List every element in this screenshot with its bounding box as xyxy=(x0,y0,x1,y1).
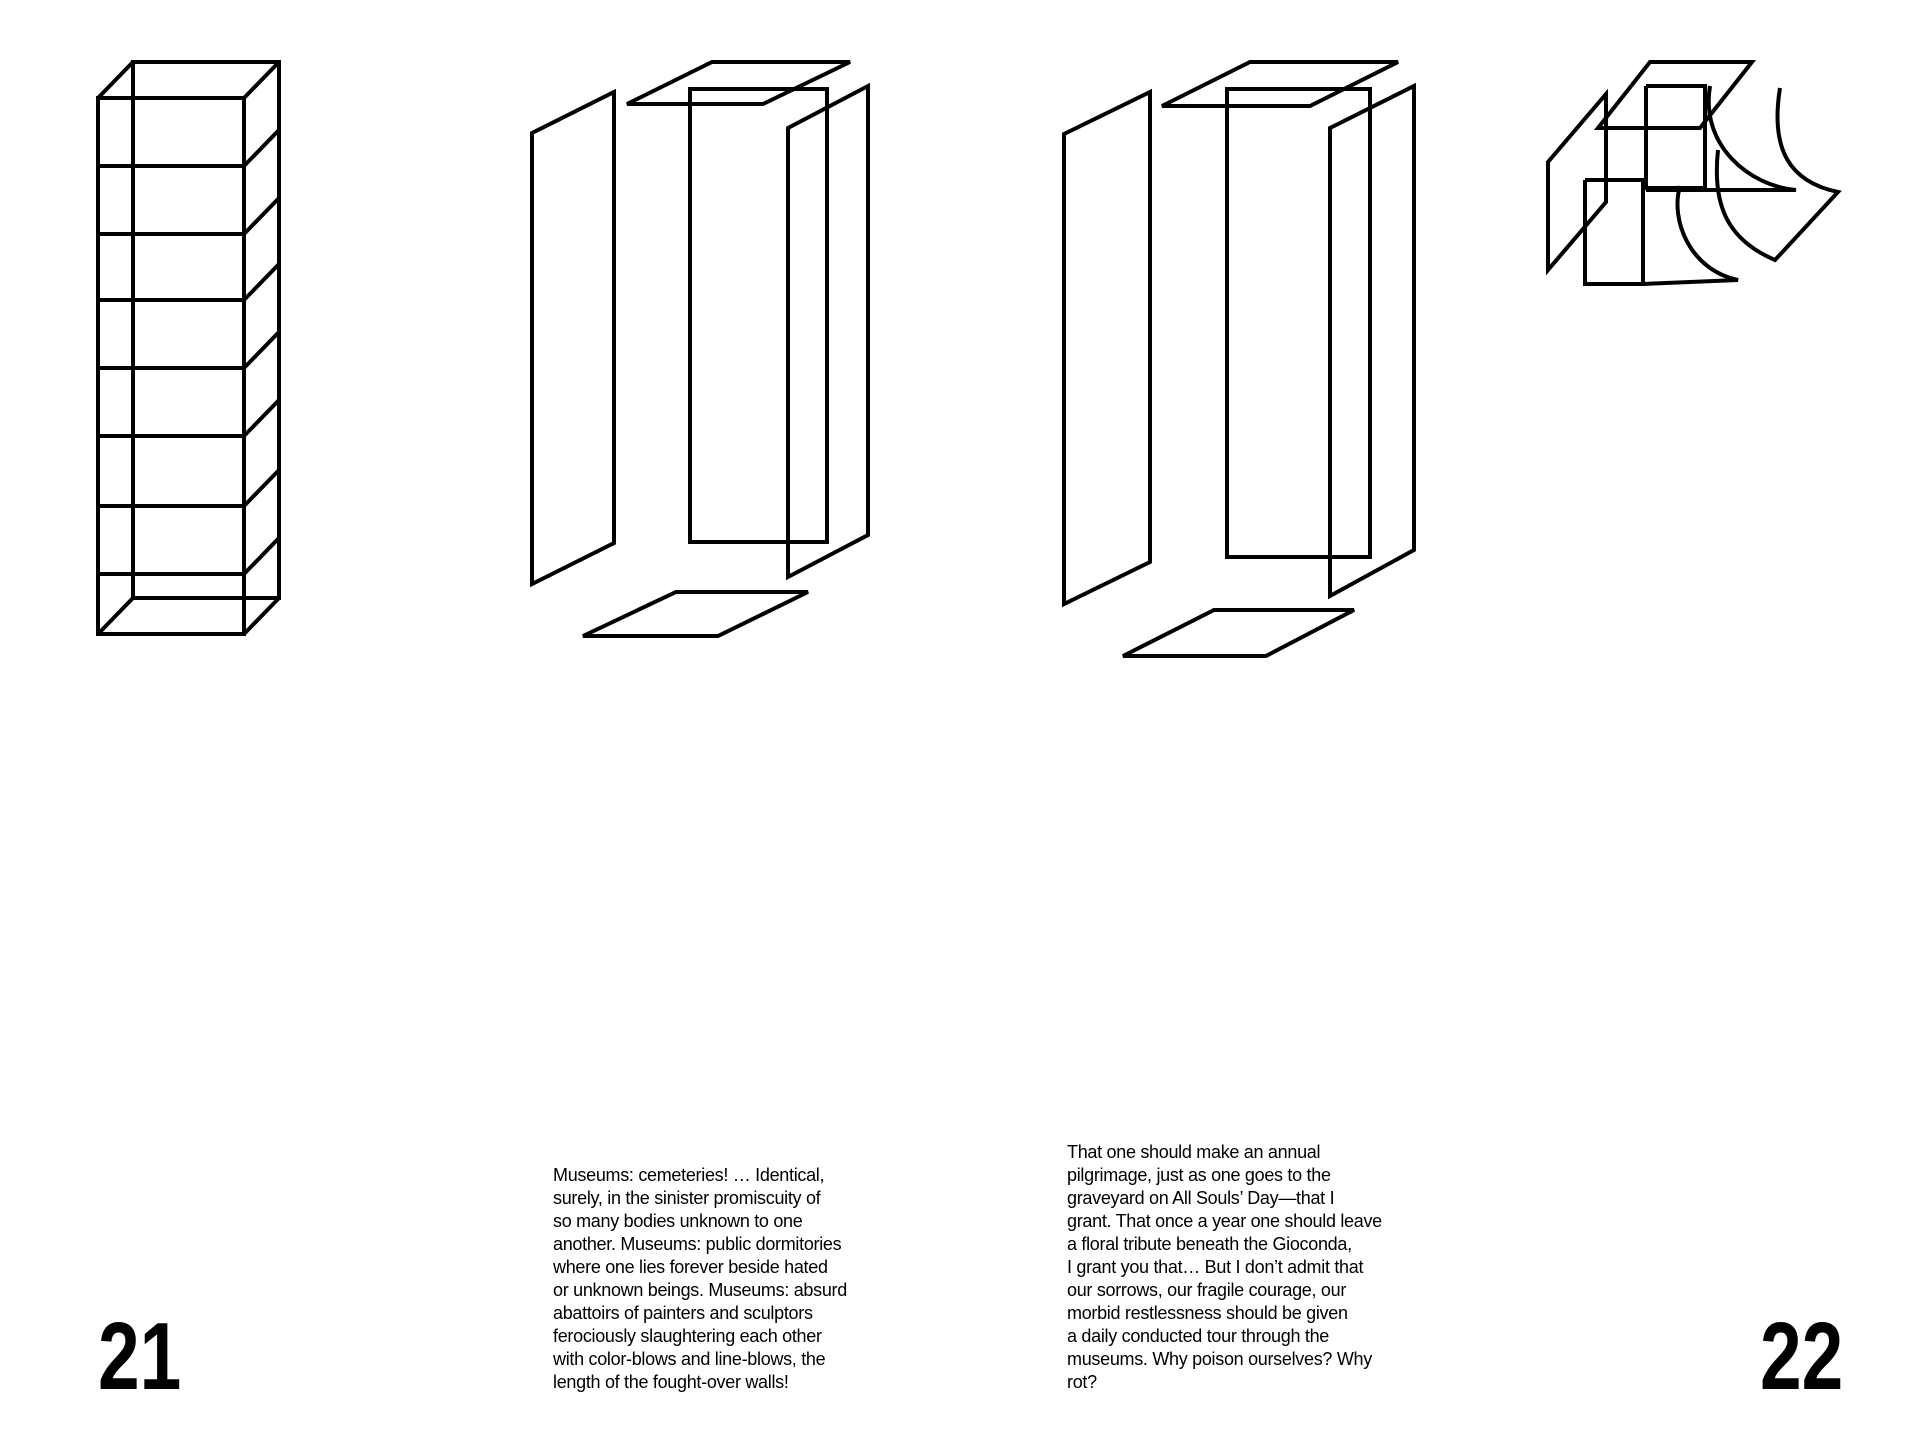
page-number-right: 22 xyxy=(1760,1303,1844,1410)
exploded-box-icon xyxy=(1064,62,1414,656)
body-text-left: Museums: cemeteries! … Identical, surely, in the sinister promiscuity of so many bodies unknown to one another. Museums: public dormitories where one lies forever beside hated or unknown beings. Museums: absurd abattoirs of painters and sculptors ferociously slaughtering each other with color-blows and line-blows, the length of the fought-over walls! xyxy=(553,1165,847,1392)
folding-planes-icon xyxy=(1548,62,1838,284)
page-number-left: 21 xyxy=(98,1303,182,1410)
exploded-box-icon xyxy=(532,62,868,636)
body-text-right: That one should make an annual pilgrimage, just as one goes to the graveyard on All Souls’ Day—that I grant. That once a year one should leave a floral tribute beneath the Gioconda, I grant you that… But I don’t admit that our sorrows, our fragile courage, our morbid restlessness should be given a daily conducted tour through the museums. Why poison ourselves? Why rot? xyxy=(1067,1142,1382,1392)
wireframe-tower-icon xyxy=(98,62,279,634)
